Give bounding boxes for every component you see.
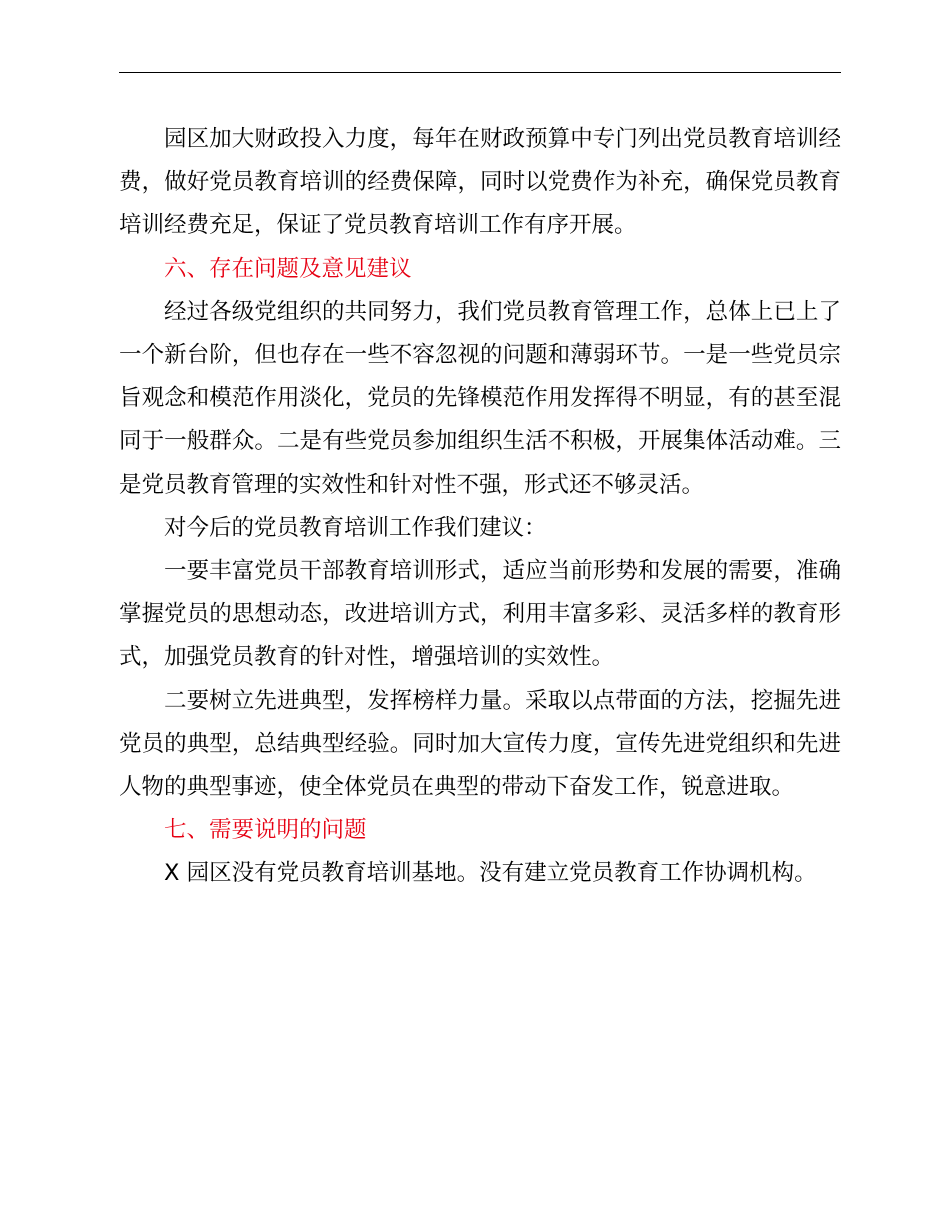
section-heading-7: 七、需要说明的问题 <box>164 817 367 844</box>
paragraph-notes: X 园区没有党员教育培训基地。没有建立党员教育工作协调机构。 <box>164 860 817 887</box>
paragraph-suggestion-2: 二要树立先进典型，发挥榜样力量。采取以点带面的方法，挖掘先进党员的典型，总结典型经验。同时加大宣传力度，宣传先进党组织和先进人物的典型事迹，使全体党员在典型的带动下奋发工作，锐意进取。 <box>119 687 841 801</box>
paragraph-suggestion-1: 一要丰富党员干部教育培训形式，适应当前形势和发展的需要，准确掌握党员的思想动态，改进培训方式，利用丰富多彩、灵活多样的教育形式，加强党员教育的针对性，增强培训的实效性。 <box>119 558 841 671</box>
section-heading-6: 六、存在问题及意见建议 <box>164 255 412 282</box>
header-rule <box>119 72 841 73</box>
document-body <box>119 118 841 896</box>
paragraph-problems: 经过各级党组织的共同努力，我们党员教育管理工作，总体上已上了一个新台阶，但也存在一些不容忽视的问题和薄弱环节。一是一些党员宗旨观念和模范作用淡化，党员的先锋模范作用发挥得不明显，有的甚至混同于一般群众。二是有些党员参加组织生活不积极，开展集体活动难。三是党员教育管理的实效性和针对性不强，形式还不够灵活。 <box>119 298 841 498</box>
paragraph-funding: 园区加大财政投入力度，每年在财政预算中专门列出党员教育培训经费，做好党员教育培训的经费保障，同时以党费作为补充，确保党员教育培训经费充足，保证了党员教育培训工作有序开展。 <box>119 126 841 239</box>
paragraph-suggestions-intro: 对今后的党员教育培训工作我们建议： <box>164 514 547 541</box>
